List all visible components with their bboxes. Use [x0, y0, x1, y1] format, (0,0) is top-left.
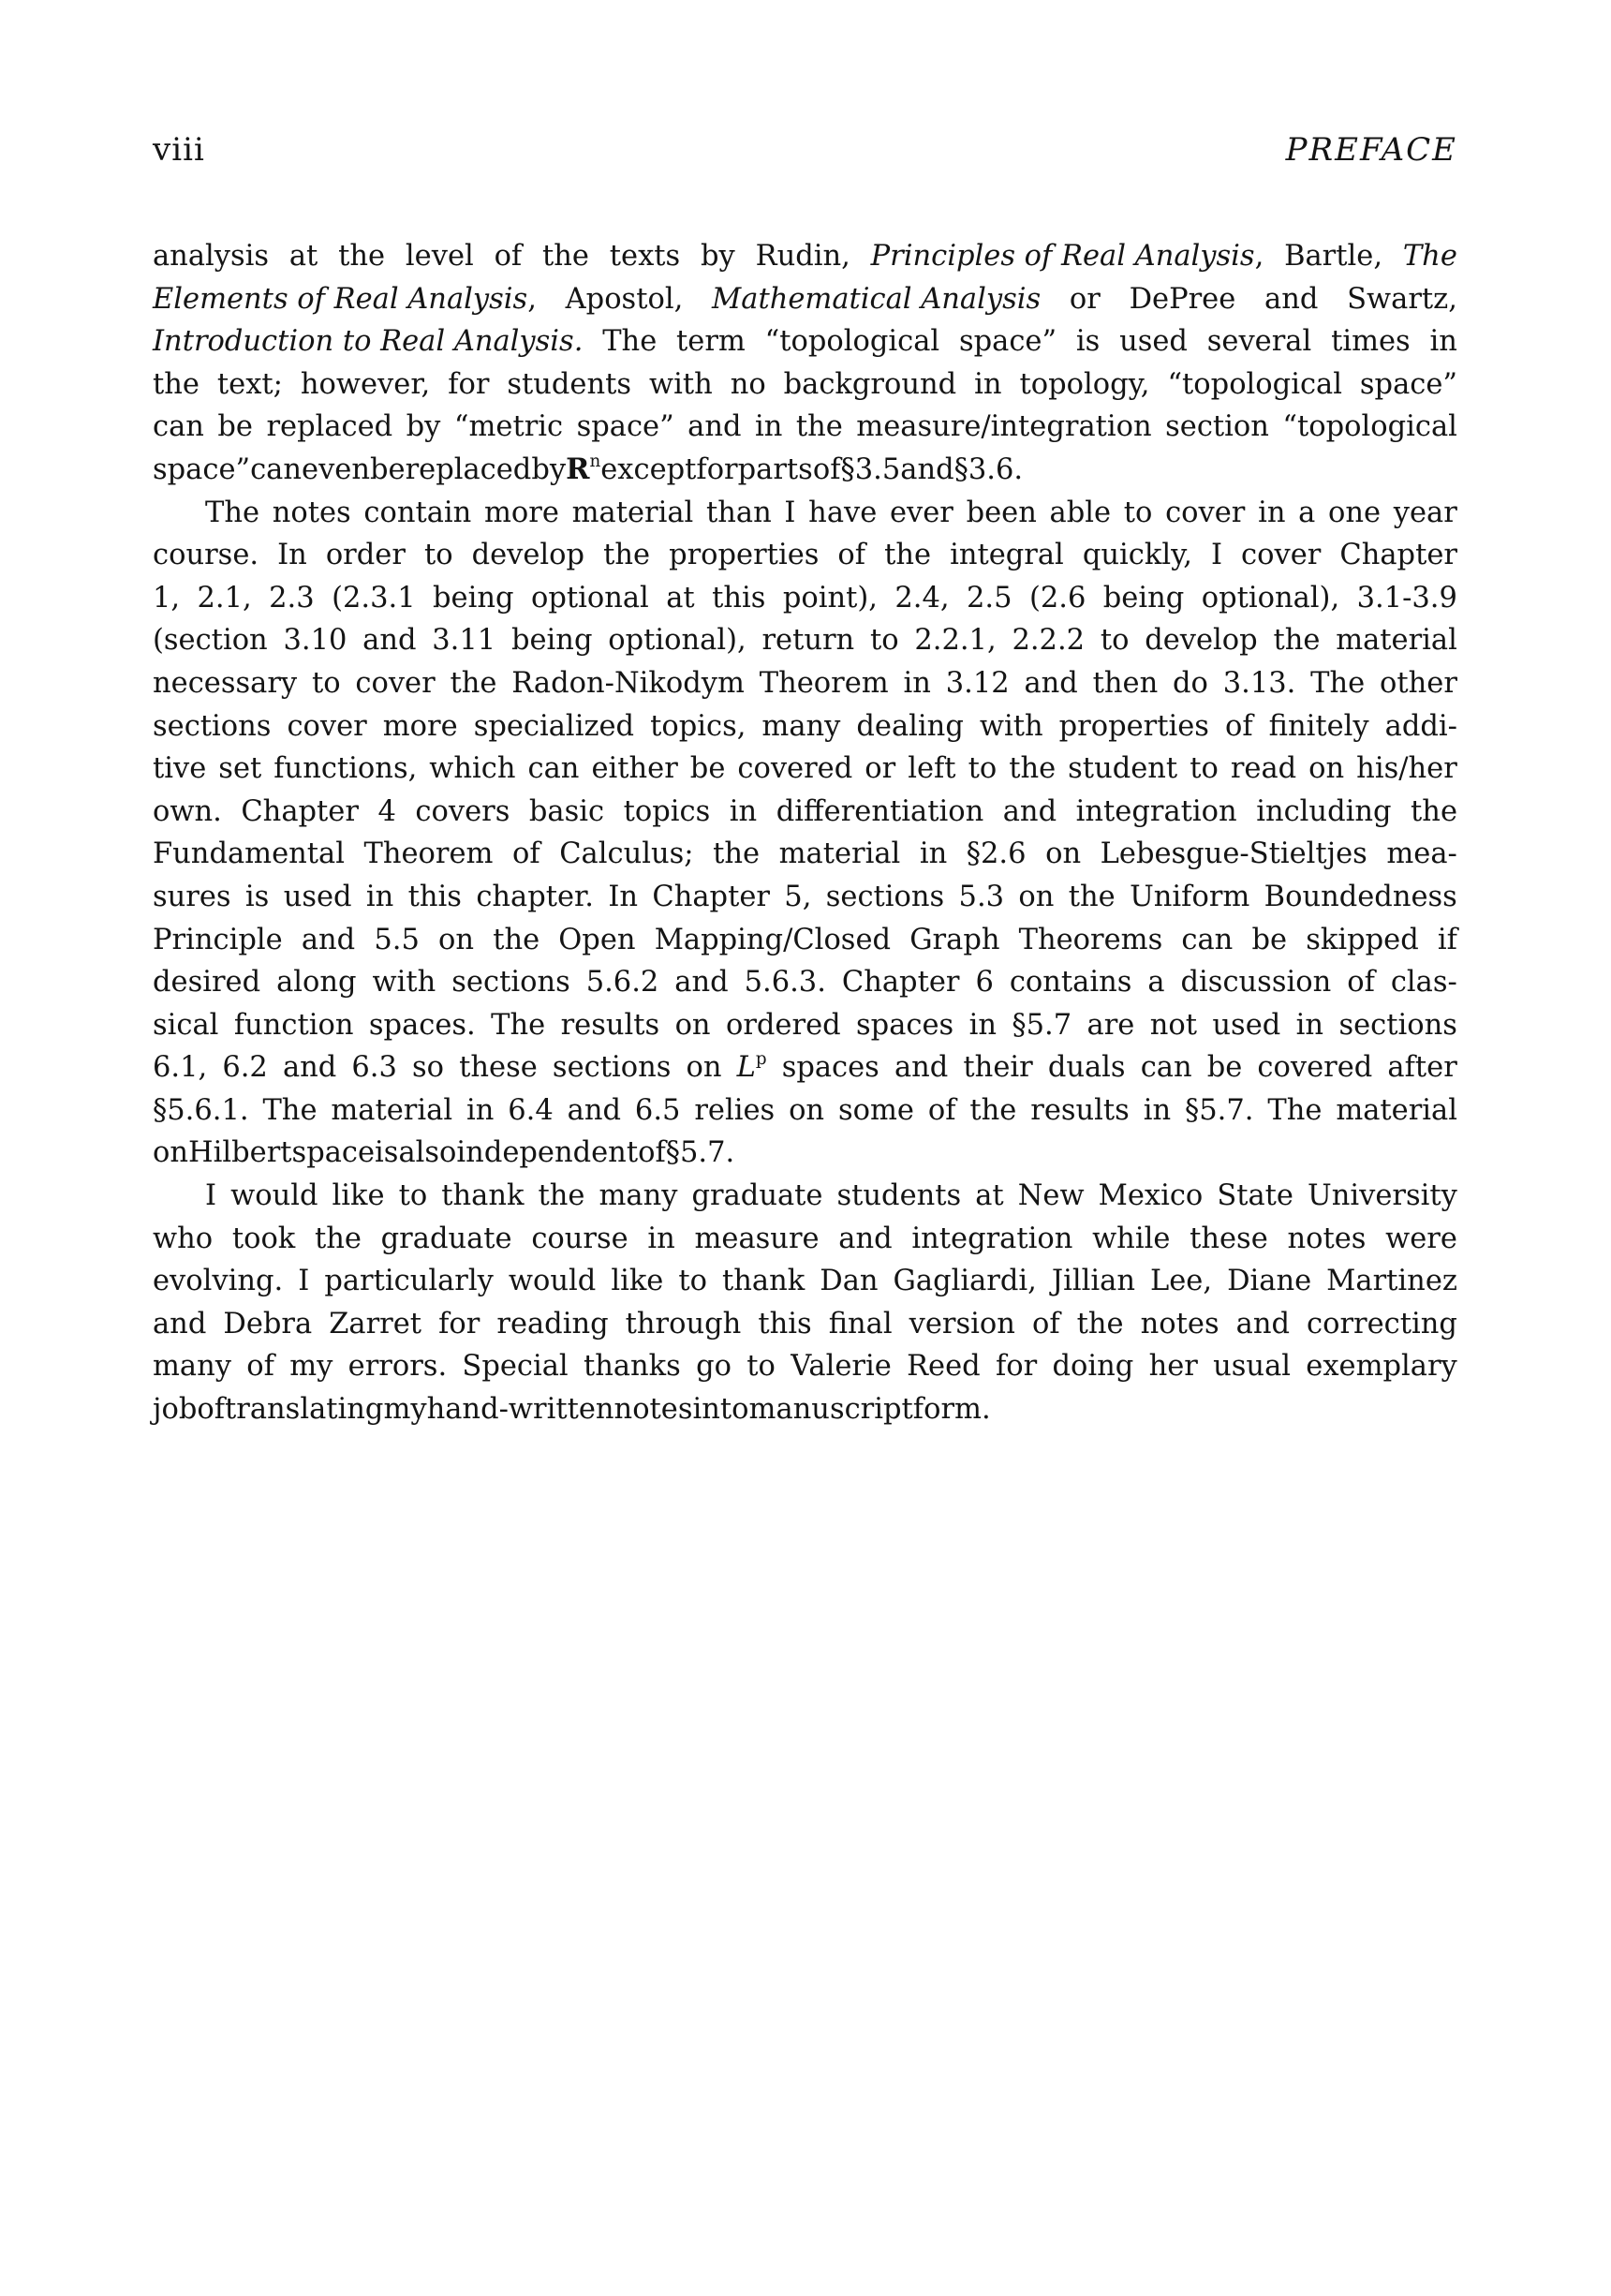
text-line: §5.6.1. The material in 6.4 and 6.5 relies on some of the results in §5.7. The material	[153, 1093, 1457, 1127]
text-line: Principle and 5.5 on the Open Mapping/Closed Graph Theorems can be skipped if	[153, 923, 1457, 956]
text-line: who took the graduate course in measure and integration while these notes were	[153, 1222, 1457, 1255]
paragraph	[153, 492, 1457, 1176]
text-line: on Hilbert space is also independent of §5.7.	[153, 1136, 735, 1170]
text-line: necessary to cover the Radon-Nikodym Theorem in 3.12 and then do 3.13. The other	[153, 666, 1457, 700]
text-line: own. Chapter 4 covers basic topics in differentiation and integration including the	[153, 794, 1457, 828]
text-line: the text; however, for students with no background in topology, “topological space”	[153, 367, 1457, 401]
text-line: sical function spaces. The results on ordered spaces in §5.7 are not used in sections	[153, 1008, 1457, 1042]
text-line: can be replaced by “metric space” and in the measure/integration section “topological	[153, 410, 1457, 444]
text-line: The notes contain more material than I have ever been able to cover in a one year	[205, 496, 1457, 529]
text-line: course. In order to develop the properties of the integral quickly, I cover Chapter	[153, 539, 1457, 572]
text-line: Introduction to Real Analysis. The term “topological space” is used several times in	[153, 325, 1457, 359]
preface-body	[153, 235, 1457, 1431]
text-line: analysis at the level of the texts by Rudin, Principles of Real Analysis, Bartle, The	[153, 240, 1457, 273]
text-line: space” can even be replaced by $R^n$ except for parts of §3.5 and §3.6.	[153, 452, 1024, 486]
text-line: Elements of Real Analysis, Apostol, Mathematical Analysis or DePree and Swartz,	[153, 282, 1457, 316]
text-line: sures is used in this chapter. In Chapter 5, sections 5.3 on the Uniform Boundedness	[153, 880, 1457, 913]
paragraph	[153, 1175, 1457, 1431]
text-line: desired along with sections 5.6.2 and 5.6.3. Chapter 6 contains a discussion of clas-	[153, 966, 1457, 1000]
text-line: (section 3.10 and 3.11 being optional), return to 2.2.1, 2.2.2 to develop the material	[153, 624, 1457, 658]
text-line: job of translating my hand-written notes into manuscript form.	[153, 1393, 991, 1427]
page-number: viii	[153, 131, 205, 169]
text-line: 6.1, 6.2 and 6.3 so these sections on $L^p$ spaces and their duals can be covered after	[153, 1049, 1457, 1085]
running-head	[153, 131, 1457, 178]
text-line: evolving. I particularly would like to thank Dan Gagliardi, Jillian Lee, Diane Martinez	[153, 1265, 1457, 1298]
text-line: sections cover more specialized topics, many dealing with properties of finitely addi-	[153, 709, 1457, 743]
text-line: many of my errors. Special thanks go to Valerie Reed for doing her usual exemplary	[153, 1350, 1457, 1384]
text-line: Fundamental Theorem of Calculus; the material in §2.6 on Lebesgue-Stieltjes mea-	[153, 837, 1457, 871]
paragraph	[153, 235, 1457, 492]
text-line: tive set functions, which can either be covered or left to the student to read on his/her	[153, 752, 1457, 786]
text-line: and Debra Zarret for reading through this final version of the notes and correcting	[153, 1307, 1457, 1341]
running-title: PREFACE	[1285, 131, 1457, 169]
text-line: I would like to thank the many graduate students at New Mexico State University	[205, 1179, 1457, 1213]
text-line: 1, 2.1, 2.3 (2.3.1 being optional at this point), 2.4, 2.5 (2.6 being optional), 3.1-3.9	[153, 581, 1457, 615]
